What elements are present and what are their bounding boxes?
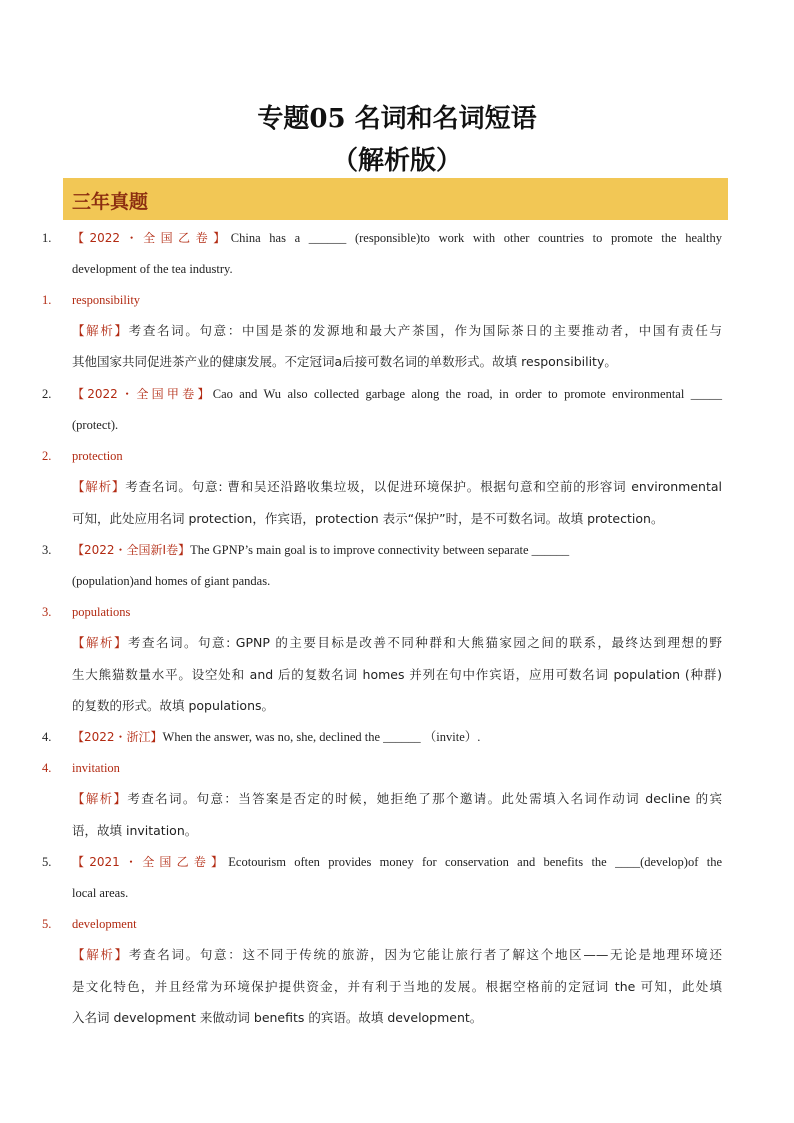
explanation-tag: 【解析】 — [72, 479, 126, 494]
page-title: 专题05 名词和名词短语 — [257, 104, 537, 134]
answer-number: 2. — [42, 449, 52, 463]
question-line-1: The GPNP’s main goal is to improve connectivity between separate ______ — [190, 543, 570, 557]
question-source: 【2022・全国新I卷】 — [72, 543, 191, 557]
answer-number: 5. — [42, 917, 52, 931]
section-header-label: 三年真题 — [72, 191, 149, 213]
question-number: 4. — [42, 730, 52, 744]
answer-text: responsibility — [72, 293, 141, 307]
answer-text: invitation — [72, 761, 120, 775]
explanation-tag: 【解析】 — [72, 635, 129, 650]
question-line-2: (protect). — [72, 418, 119, 432]
answer-number: 4. — [42, 761, 52, 775]
question-text — [72, 728, 722, 746]
question-line-1: Cao and Wu also collected garbage along the road, in order to promote environmental _____ — [212, 387, 722, 401]
answer-text: populations — [72, 605, 131, 619]
explanation-line-2: 是文化特色，并且经常为环境保护提供资金，并有利于当地的发展。根据空格前的定冠词 the 可知，此处填 — [72, 979, 722, 994]
question-line-1: When the answer, was no, she, declined the ______ （invite）. — [162, 730, 481, 744]
page-subtitle: （解析版） — [331, 146, 462, 176]
explanation-line-1: 【解析】考查名词。句意: 曹和吴还沿路收集垃圾，以促进环境保护。根据句意和空前的形容词 environmental — [72, 479, 722, 494]
explanation-line-1: 【解析】考查名词。句意: GPNP 的主要目标是改善不同种群和大熊猫家园之间的联系，最终达到理想的野 — [72, 635, 722, 650]
question-number: 3. — [42, 543, 52, 557]
explanation-line-2: 可知，此处应用名词 protection，作宾语，protection 表示“保护”时，是不可数名词。故填 protection。 — [72, 511, 664, 526]
explanation-tag: 【解析】 — [72, 791, 128, 806]
question-number: 2. — [42, 387, 52, 401]
question-line-1: China has a ______ (responsible)to work with other countries to promote the healthy — [230, 231, 722, 245]
answer-number: 1. — [42, 293, 52, 307]
question-number: 5. — [42, 855, 52, 869]
question-text — [72, 541, 722, 559]
explanation-line-2: 其他国家共同促进茶产业的健康发展。不定冠词a后接可数名词的单数形式。故填 responsibility。 — [72, 354, 617, 369]
section-header-bar — [63, 178, 728, 220]
question-text — [72, 853, 722, 871]
question-line-2: (population)and homes of giant pandas. — [72, 574, 271, 588]
question-line-2: local areas. — [72, 886, 129, 900]
explanation-line-1: 【解析】考查名词。句意：这不同于传统的旅游，因为它能让旅行者了解这个地区——无论是地理环境还 — [72, 947, 722, 962]
answer-text: development — [72, 917, 137, 931]
explanation-tag: 【解析】 — [72, 947, 129, 962]
answer-number: 3. — [42, 605, 52, 619]
explanation-line-1: 【解析】考查名词。句意：当答案是否定的时候，她拒绝了那个邀请。此处需填入名词作动词 decline 的宾 — [72, 791, 722, 806]
explanation-tag: 【解析】 — [72, 323, 129, 338]
explanation-line-3: 的复数的形式。故填 populations。 — [72, 698, 275, 713]
explanation-line-3: 入名词 development 来做动词 benefits 的宾语。故填 development。 — [72, 1010, 483, 1025]
question-text — [72, 385, 722, 403]
explanation-line-2: 语，故填 invitation。 — [72, 823, 198, 838]
question-number: 1. — [42, 231, 52, 245]
question-source: 【2021・全国乙卷】 — [72, 855, 229, 869]
question-source: 【2022・全国甲卷】 — [72, 387, 213, 401]
answer-text: protection — [72, 449, 123, 463]
question-source: 【2022・全国乙卷】 — [72, 231, 231, 245]
question-source: 【2022・浙江】 — [72, 730, 163, 744]
explanation-line-2: 生大熊猫数量水平。设空处和 and 后的复数名词 homes 并列在句中作宾语，应用可数名词 population (种群) — [72, 667, 722, 682]
question-line-1: Ecotourism often provides money for conservation and benefits the ____(develop)of the — [228, 855, 722, 869]
question-text — [72, 229, 722, 247]
explanation-line-1: 【解析】考查名词。句意：中国是茶的发源地和最大产茶国，作为国际茶日的主要推动者，中国有责任与 — [72, 323, 722, 338]
question-line-2: development of the tea industry. — [72, 262, 233, 276]
